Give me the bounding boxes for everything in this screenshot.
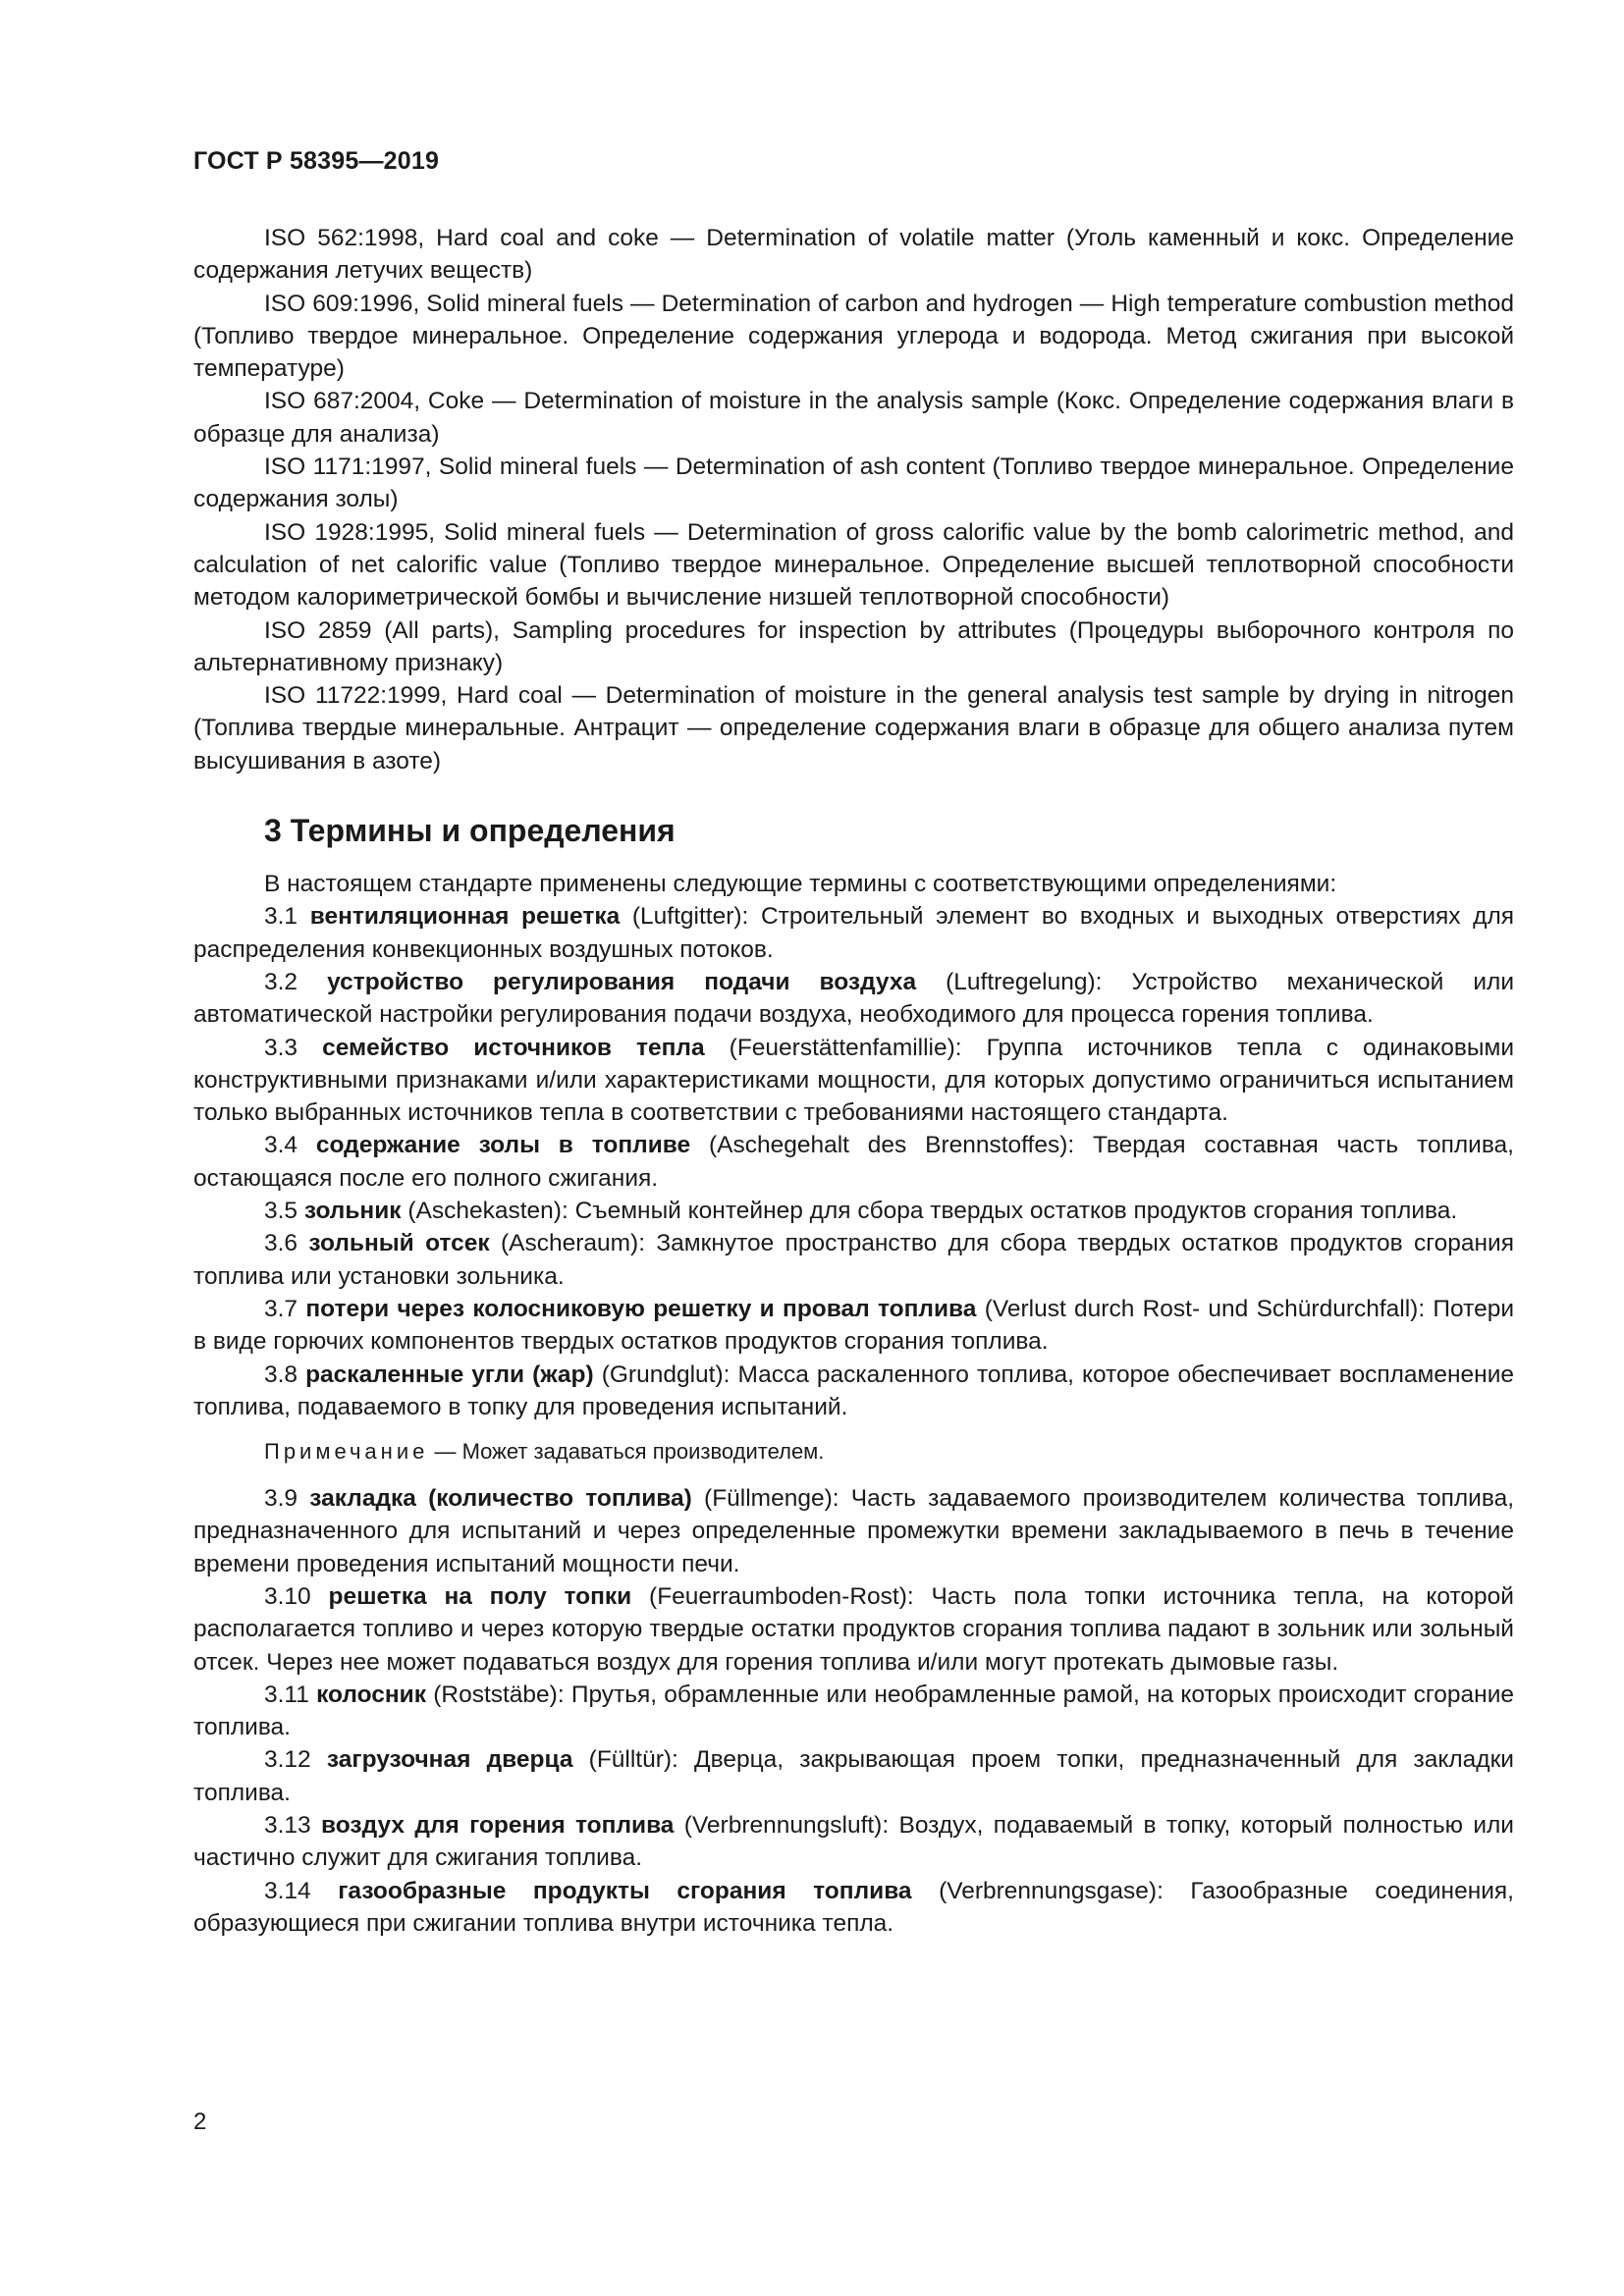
term-entry <box>193 1032 1514 1130</box>
term-entry <box>193 1743 1514 1809</box>
term-name: загрузочная дверца <box>326 1746 573 1774</box>
term-name: воздух для горения топлива <box>321 1812 675 1840</box>
reference-item: ISO 2859 (All parts), Sampling procedures for inspection by attributes (Процедуры выборочного контроля по альтернативному признаку) <box>193 616 1514 676</box>
term-definition: (Luftregelung): Устройство механической или автоматической настройки регулирования подачи воздуха, необходимого для процесса горения топлива. <box>193 968 1515 1029</box>
term-entry <box>193 1875 1514 1941</box>
term-number: 3.9 <box>264 1485 298 1513</box>
term-definition: (Ascheraum): Замкнутое пространство для сбора твердых остатков продуктов сгорания топлива или установки зольника. <box>193 1230 1514 1290</box>
term-definition: (Feuerstättenfamillie): Группа источников тепла с одинаковыми конструктивными признаками и/или характеристиками мощности, для которых допустимо ограничиться испытанием только выбранных источников тепла в соответствии с требованиями настоящего стандарта. <box>193 1034 1515 1127</box>
term-entry <box>193 966 1514 1032</box>
term-entry <box>193 1129 1514 1195</box>
term-definition: (Füllmenge): Часть задаваемого производителем количества топлива, предназначенного для испытаний и через определенные промежутки времени закладываемого в печь в течение времени проведения испытаний мощности печи. <box>193 1485 1515 1577</box>
term-entry <box>193 1809 1514 1875</box>
term-definition: (Grundglut): Масса раскаленного топлива, которое обеспечивает воспламенение топлива, подаваемого в топку для проведения испытаний. <box>193 1361 1515 1420</box>
page-number: 2 <box>193 2109 207 2135</box>
note-text: — Может задаваться производителем. <box>428 1439 825 1465</box>
term-name: зольник <box>303 1198 402 1225</box>
term-entry <box>193 900 1514 966</box>
term-entry <box>193 1293 1514 1359</box>
term-number: 3.10 <box>264 1582 311 1610</box>
term-number: 3.3 <box>264 1034 298 1061</box>
page-content <box>193 222 1514 1940</box>
term-definition: (Aschekasten): Съемный контейнер для сбора твердых остатков продуктов сгорания топлива. <box>407 1198 1458 1225</box>
section-title: 3 Термины и определения <box>264 813 676 849</box>
term-number: 3.5 <box>264 1198 298 1225</box>
term-number: 3.6 <box>264 1230 298 1257</box>
term-name: газообразные продукты сгорания топлива <box>338 1877 912 1904</box>
term-number: 3.14 <box>264 1877 311 1904</box>
section-intro: В настоящем стандарте применены следующие термины с соответствующими определениями: <box>264 871 1337 898</box>
term-definition: (Verbrennungsluft): Воздух, подаваемый в топку, который полностью или частично служит для сжигания топлива. <box>193 1812 1514 1872</box>
term-number: 3.8 <box>264 1361 298 1388</box>
term-number: 3.11 <box>264 1681 309 1708</box>
term-entry <box>193 1359 1514 1424</box>
term-name: устройство регулирования подачи воздуха <box>327 968 917 995</box>
term-entry <box>193 1679 1514 1744</box>
term-name: колосник <box>316 1681 427 1708</box>
term-name: зольный отсек <box>308 1230 490 1257</box>
term-name: содержание золы в топливе <box>315 1132 691 1159</box>
note <box>193 1437 1514 1467</box>
term-number: 3.2 <box>264 968 298 995</box>
term-entry <box>193 1195 1514 1227</box>
term-number: 3.13 <box>264 1812 311 1840</box>
term-name: закладка (количество топлива) <box>309 1485 692 1513</box>
term-number: 3.4 <box>264 1132 298 1159</box>
reference-item: ISO 687:2004, Coke — Determination of moisture in the analysis sample (Кокс. Определение содержания влаги в образце для анализа) <box>193 388 1514 448</box>
term-number: 3.1 <box>264 903 298 931</box>
reference-item: ISO 562:1998, Hard coal and coke — Determination of volatile matter (Уголь каменный и кокс. Определение содержания летучих веществ) <box>193 225 1514 285</box>
term-definition: (Luftgitter): Строительный элемент во входных и выходных отверстиях для распределения конвекционных воздушных потоков. <box>193 903 1515 963</box>
reference-item: ISO 609:1996, Solid mineral fuels — Determination of carbon and hydrogen — High temperature combustion method (Топливо твердое минеральное. Определение содержания углерода и водорода. Метод сжигания при высокой температуре) <box>193 290 1514 383</box>
document-header: ГОСТ Р 58395—2019 <box>193 147 440 175</box>
term-number: 3.12 <box>264 1746 311 1774</box>
term-definition: (Verlust durch Rost- und Schürdurchfall): Потери в виде горючих компонентов твердых остатков продуктов сгорания топлива. <box>193 1295 1515 1356</box>
term-name: вентиляционная решетка <box>309 903 621 931</box>
term-definition: (Roststäbe): Прутья, обрамленные или необрамленные рамой, на которых происходит сгорание топлива. <box>193 1681 1515 1741</box>
term-entry <box>193 1580 1514 1679</box>
term-name: семейство источников тепла <box>322 1034 705 1061</box>
note-lead: Примечание <box>264 1439 429 1465</box>
term-number: 3.7 <box>264 1295 298 1322</box>
term-entry <box>193 1482 1514 1580</box>
term-name: потери через колосниковую решетку и провал топлива <box>305 1295 977 1322</box>
term-definition: (Verbrennungsgase): Газообразные соединения, образующиеся при сжигании топлива внутри источника тепла. <box>193 1877 1514 1937</box>
term-name: решетка на полу топки <box>328 1582 632 1610</box>
term-entry <box>193 1227 1514 1293</box>
reference-item: ISO 11722:1999, Hard coal — Determination of moisture in the general analysis test sample by drying in nitrogen (Топлива твердые минеральные. Антрацит — определение содержания влаги в образце для общего анализа путем высушивания в азоте) <box>193 682 1514 774</box>
term-definition: (Fülltür): Дверца, закрывающая проем топки, предназначенный для закладки топлива. <box>193 1746 1514 1806</box>
reference-item: ISO 1171:1997, Solid mineral fuels — Determination of ash content (Топливо твердое минеральное. Определение содержания золы) <box>193 454 1514 513</box>
term-definition: (Feuerraumboden-Rost): Часть пола топки источника тепла, на которой располагается топливо и через которую твердые остатки продуктов сгорания топлива падают в зольник или зольный отсек. Через нее может подаваться воздух для горения топлива и/или могут протекать дымовые газы. <box>193 1582 1514 1676</box>
term-name: раскаленные угли (жар) <box>305 1361 594 1388</box>
term-definition: (Aschegehalt des Brennstoffes): Твердая составная часть топлива, остающаяся после его полного сжигания. <box>193 1132 1514 1192</box>
reference-item: ISO 1928:1995, Solid mineral fuels — Determination of gross calorific value by the bomb calorimetric method, and calculation of net calorific value (Топливо твердое минеральное. Определение высшей теплотворной способности методом калориметрической бомбы и вычисление низшей теплотворной способности) <box>193 518 1514 612</box>
